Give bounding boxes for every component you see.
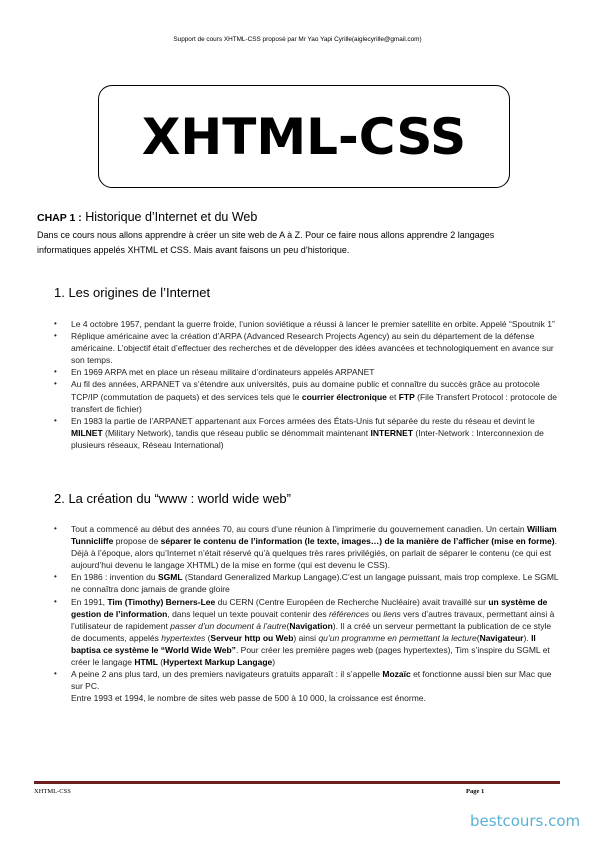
page-header: Support de cours XHTML-CSS proposé par Mr Yao Yapi Cyrille(aiglecyrille@gmail.com) [173, 36, 422, 43]
list-item: • En 1969 ARPA met en place un réseau militaire d’ordinateurs appelés ARPANET [54, 366, 559, 378]
list-item: • En 1983 la partie de l’ARPANET appartenant aux Forces armées des États-Unis fut séparée du reste du réseau et devint le MILNET (Military Network), tandis que réseau public se dénommait maintenant INTERNET (Inter-Network : Interconnexion de plusieurs réseaux, Réseau International) [54, 415, 559, 451]
intro-line: Dans ce cours nous allons apprendre à créer un site web de A à Z. Pour ce faire nous allons apprendre 2 langages [37, 230, 495, 240]
footer-title: XHTML-CSS [34, 788, 71, 795]
list-item: Entre 1993 et 1994, le nombre de sites web passe de 500 à 10 000, la croissance est énorme. [71, 693, 426, 704]
list-item: • Tout a commencé au début des années 70, au cours d’une réunion à l’imprimerie du gouvernement canadien. Un certain William Tunnicliffe propose de séparer le contenu de l’information (le texte, images…) de la manière de l’afficher (mise en forme). Déjà à l’époque, alors qu’Internet n’était réservé qu’à quelques très rares privilégiés, on parlait de séparer le contenu (ce qui est aujourd’hui devenu le langage XHTML) de la mise en forme (qui est devenu le CSS). [54, 523, 559, 571]
intro-line: informatiques appelés XHTML et CSS. Mais avant faisons un peu d’historique. [37, 245, 350, 255]
origins-list [54, 318, 559, 451]
page-number: Page 1 [466, 788, 485, 795]
document-title: XHTML-CSS [141, 107, 467, 166]
chapter-number: CHAP 1 : [37, 212, 82, 224]
title-box [98, 85, 510, 188]
list-item: • A peine 2 ans plus tard, un des premiers navigateurs gratuits apparaît : il s’appelle Mozaïc et fonctionne aussi bien sur Mac que sur PC. [54, 668, 559, 692]
section-heading-origins: 1. Les origines de l’Internet [54, 285, 211, 300]
intro-paragraph [37, 228, 557, 258]
list-item: • En 1986 : invention du SGML (Standard Generalized Markup Langage).C’est un langage puissant, mais trop complexe. Le SGML ne connaîtra donc jamais de grande gloire [54, 571, 559, 595]
www-list [54, 523, 559, 704]
list-item: • Au fil des années, ARPANET va s’étendre aux universités, puis au domaine public et connaître du succès grâce au protocole TCP/IP (commutation de paquets) et des services tels que le courrier électronique et FTP (File Transfert Protocol : protocole de transfert de fichier) [54, 378, 559, 414]
list-item: • Réplique américaine avec la création d’ARPA (Advanced Research Projects Agency) au sein du département de la défense américaine. L’objectif était d’effectuer des recherches et de développer des idées avancées et technologiquement en avance sur son temps. [54, 330, 559, 366]
list-item: • Le 4 octobre 1957, pendant la guerre froide, l’union soviétique a réussi à lancer le premier satellite en orbite. Appelé “Spoutnik 1” [54, 318, 559, 330]
watermark-link[interactable]: bestcours.com [470, 812, 581, 830]
footer-rule [34, 781, 560, 784]
list-item: • En 1991, Tim (Timothy) Berners-Lee du CERN (Centre Européen de Recherche Nucléaire) avait travaillé sur un système de gestion de l’information, dans lequel un texte pouvait contenir des références ou liens vers d’autres travaux, permettant ainsi à l’utilisateur de rapidement passer d’un document à l’autre(Navigation). Il a créé un serveur permettant la publication de ce style de documents, appelés hypertextes (Serveur http ou Web) ainsi qu’un programme en permettant la lecture(Navigateur). Il baptisa ce système le “World Wide Web”. Pour créer les première pages web (pages hypertextes), Tim s’inspire du SGML et créer le langage HTML (Hypertext Markup Langage) [54, 596, 559, 669]
chapter-title: Historique d’Internet et du Web [81, 210, 258, 224]
chapter-heading [37, 210, 257, 224]
section-heading-www: 2. La création du “www : world wide web” [54, 491, 291, 506]
